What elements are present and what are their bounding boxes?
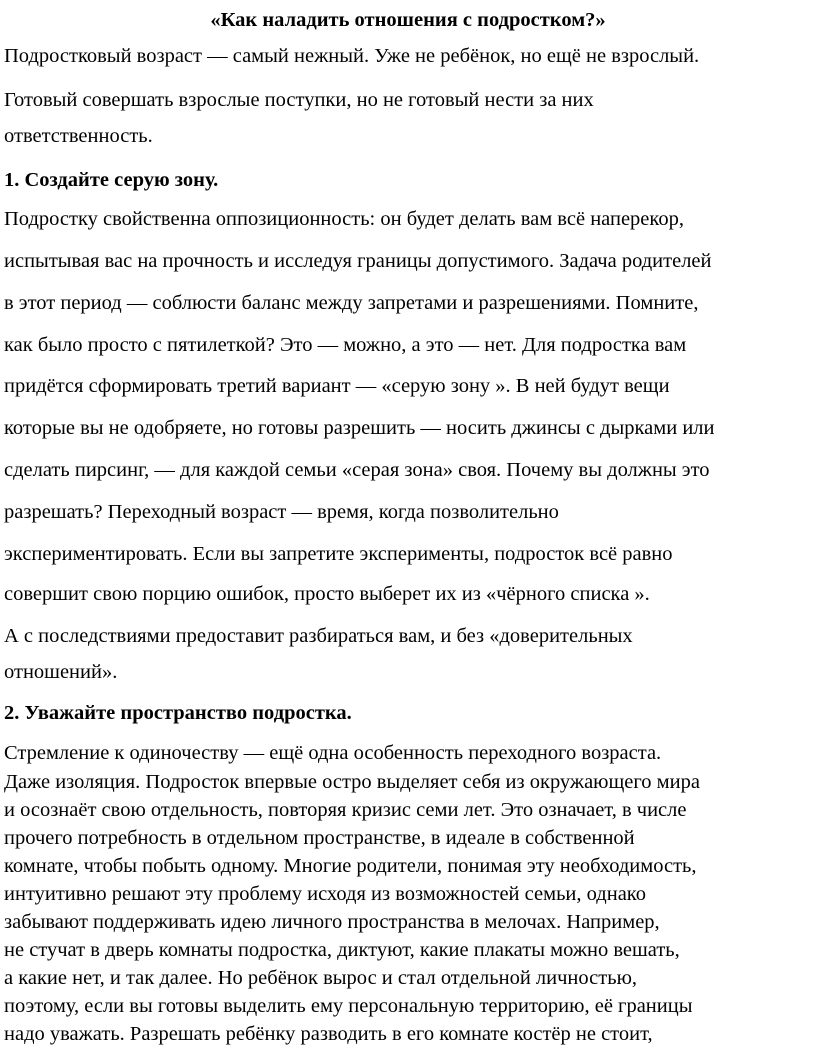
paragraph-line: забывают поддерживать идею личного пространства в мелочах. Например, xyxy=(4,911,660,933)
paragraph-line: экспериментировать. Если вы запретите эксперименты, подросток всё равно xyxy=(4,543,673,565)
paragraph-line: придётся сформировать третий вариант — «серую зону ». В ней будут вещи xyxy=(4,375,670,397)
paragraph-line: Даже изоляция. Подросток впервые остро выделяет себя из окружающего мира xyxy=(4,771,700,793)
paragraph-line: Стремление к одиночеству — ещё одна особенность переходного возраста. xyxy=(4,742,662,764)
paragraph-line: отношений». xyxy=(4,661,118,683)
paragraph-line: ответственность. xyxy=(4,125,153,147)
paragraph-line: Подростку свойственна оппозиционность: он будет делать вам всё наперекор, xyxy=(4,208,684,230)
paragraph-line: сделать пирсинг, — для каждой семьи «серая зона» своя. Почему вы должны это xyxy=(4,459,710,481)
paragraph-line: которые вы не одобряете, но готовы разрешить — носить джинсы с дырками или xyxy=(4,417,715,439)
paragraph-line: разрешать? Переходный возраст — время, когда позволительно xyxy=(4,501,559,523)
paragraph-line: надо уважать. Разрешать ребёнку разводить в его комнате костёр не стоит, xyxy=(4,1023,653,1045)
paragraph-line: поэтому, если вы готовы выделить ему персональную территорию, её границы xyxy=(4,995,693,1017)
paragraph-line: А с последствиями предоставит разбираться вам, и без «доверительных xyxy=(4,625,633,647)
paragraph-line: и осознаёт свою отдельность, повторяя кризис семи лет. Это означает, в числе xyxy=(4,799,687,821)
paragraph-line: прочего потребность в отдельном пространстве, в идеале в собственной xyxy=(4,827,635,849)
paragraph-line: в этот период — соблюсти баланс между запретами и разрешениями. Помните, xyxy=(4,292,699,314)
paragraph-line: как было просто с пятилеткой? Это — можно, а это — нет. Для подростка вам xyxy=(4,334,687,356)
document-title: «Как наладить отношения с подростком?» xyxy=(210,9,606,31)
section-heading: 1. Создайте серую зону. xyxy=(4,169,219,191)
paragraph-line: а какие нет, и так далее. Но ребёнок вырос и стал отдельной личностью, xyxy=(4,967,638,989)
paragraph-line: испытывая вас на прочность и исследуя границы допустимого. Задача родителей xyxy=(4,250,712,272)
paragraph-line: не стучат в дверь комнаты подростка, диктуют, какие плакаты можно вешать, xyxy=(4,939,680,961)
paragraph-line: совершит свою порцию ошибок, просто выберет их из «чёрного списка ». xyxy=(4,583,650,605)
paragraph-line: Готовый совершать взрослые поступки, но не готовый нести за них xyxy=(4,89,594,111)
paragraph-line: интуитивно решают эту проблему исходя из возможностей семьи, однако xyxy=(4,883,646,905)
paragraph-line: комнате, чтобы побыть одному. Многие родители, понимая эту необходимость, xyxy=(4,855,697,877)
section-heading: 2. Уважайте пространство подростка. xyxy=(4,702,352,724)
paragraph-line: Подростковый возраст — самый нежный. Уже не ребёнок, но ещё не взрослый. xyxy=(4,45,700,67)
